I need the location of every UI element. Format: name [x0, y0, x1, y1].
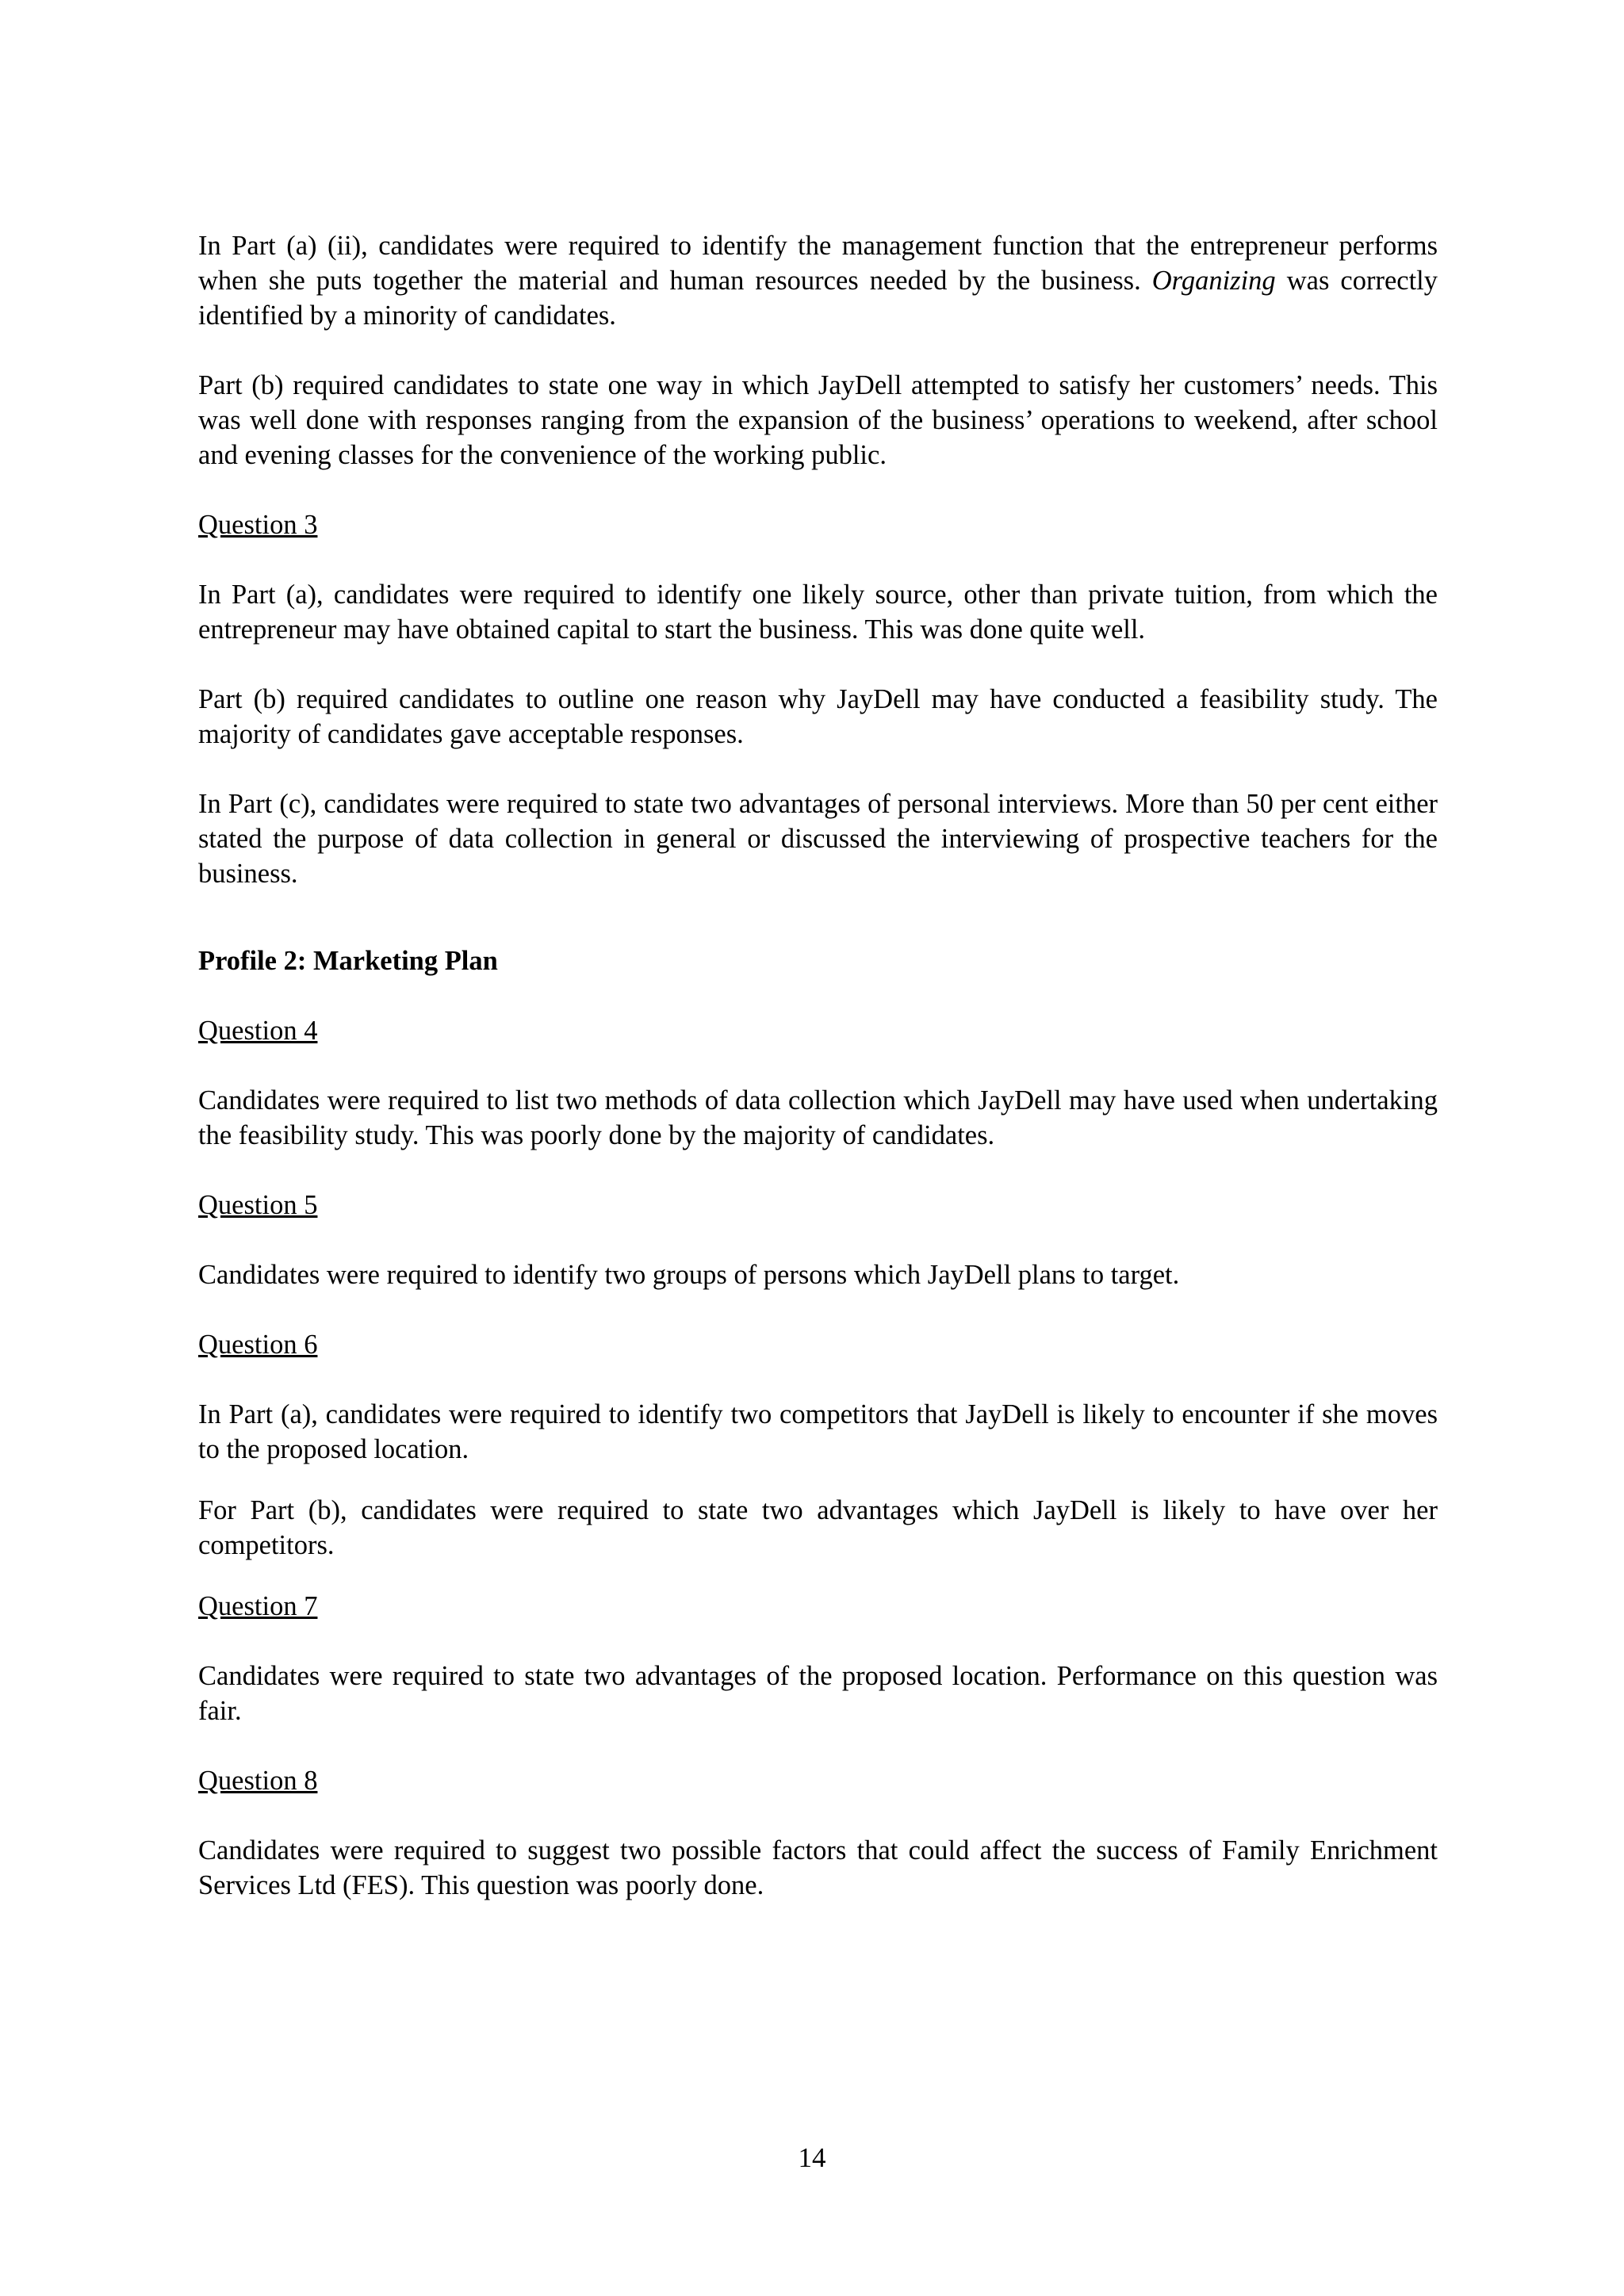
- question-6-part-a: In Part (a), candidates were required to identify two competitors that JayDell is likely to encounter if she moves to the proposed location.: [198, 1399, 1438, 1464]
- page-content: [198, 228, 1438, 1903]
- question-3-part-a: In Part (a), candidates were required to identify one likely source, other than private tuition, from which the entrepreneur may have obtained capital to start the business. This was done quite well.: [198, 580, 1438, 645]
- question-5-text: Candidates were required to identify two groups of persons which JayDell plans to target.: [198, 1260, 1180, 1290]
- question-7-text: Candidates were required to state two advantages of the proposed location. Performance on this question was fair.: [198, 1661, 1438, 1726]
- part-a-ii-text-end: was correctly identified by a minority of candidates.: [198, 266, 1438, 331]
- question-3-part-b: Part (b) required candidates to outline one reason why JayDell may have conducted a feasibility study. The majority of candidates gave acceptable responses.: [198, 684, 1438, 749]
- question-3-label: Question 3: [198, 510, 318, 540]
- organizing-term: Organizing: [1151, 266, 1276, 296]
- part-a-ii-text: In Part (a) (ii), candidates were required to identify the management function that the entrepreneur performs when she puts together the material and human resources needed by the business.: [198, 231, 1438, 296]
- question-8-text: Candidates were required to suggest two possible factors that could affect the success of Family Enrichment Services Ltd (FES). This question was poorly done.: [198, 1835, 1438, 1900]
- question-6-part-b: For Part (b), candidates were required to state two advantages which JayDell is likely to have over her competitors.: [198, 1495, 1438, 1560]
- question-8-label: Question 8: [198, 1766, 318, 1796]
- page-number: 14: [798, 2142, 826, 2173]
- paragraph-part-b-customers: Part (b) required candidates to state one way in which JayDell attempted to satisfy her customers’ needs. This was well done with responses ranging from the expansion of the business’ operations to weekend, after school and evening classes for the convenience of the working public.: [198, 370, 1438, 470]
- question-6-label: Question 6: [198, 1330, 318, 1360]
- question-3-part-c: In Part (c), candidates were required to state two advantages of personal interviews. More than 50 per cent either stated the purpose of data collection in general or discussed the interviewing of prospective teachers for the business.: [198, 789, 1438, 889]
- question-5-label: Question 5: [198, 1190, 318, 1220]
- question-4-text: Candidates were required to list two methods of data collection which JayDell may have used when undertaking the feasibility study. This was poorly done by the majority of candidates.: [198, 1085, 1438, 1150]
- question-4-label: Question 4: [198, 1016, 318, 1046]
- profile-2-heading: Profile 2: Marketing Plan: [198, 946, 498, 976]
- question-7-label: Question 7: [198, 1591, 318, 1621]
- paragraph-part-a-ii: [198, 228, 1438, 333]
